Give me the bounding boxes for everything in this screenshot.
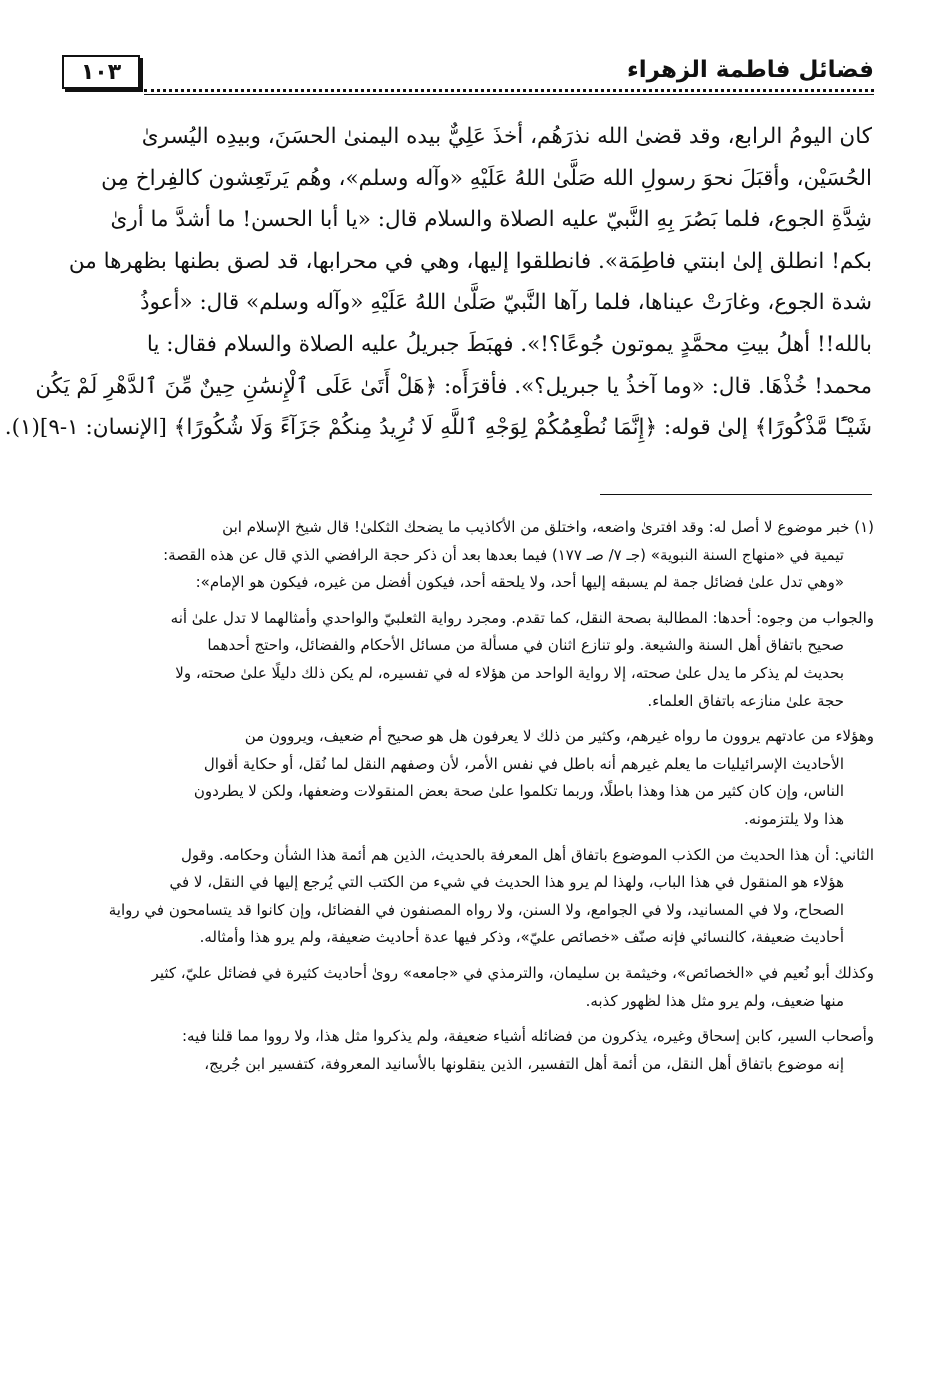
main-line: الحُسَيْن، وأقبَلَ نحوَ رسولِ الله صَلَّىٰ اللهُ عَلَيْهِ «وآله وسلم»، وهُم يَرتَعِشون كالفِراخ مِن — [101, 165, 872, 191]
footnote-line: الأحاديث الإسرائيليات ما يعلم غيرهم أنه باطل في نفس الأمر، لأن وصفهم النقل لما نُقل، أو حكاية أقوال — [203, 754, 844, 773]
main-line: شِدَّةِ الجوع، فلما بَصُرَ بِهِ النَّبيّ عليه الصلاة والسلام قال: «يا أبا الحسن! ما أشدَّ ما أرىٰ — [110, 207, 872, 233]
footnote-line: وكذلك أبو نُعيم في «الخصائص»، وخيثمة بن سليمان، والترمذي في «جامعه» روىٰ أحاديث كثيرة في فضائل عليّ، كثير — [151, 963, 874, 982]
main-line: شدة الجوع، وغارَتْ عيناها، فلما رآها النَّبيّ صَلَّىٰ اللهُ عَلَيْهِ «وآله وسلم» قال: «أعوذُ — [139, 290, 872, 316]
footnotes — [66, 514, 874, 1078]
book-title: فضائل فاطمة الزهراء — [627, 57, 874, 83]
page-header — [62, 55, 874, 93]
main-text — [4, 116, 872, 449]
main-line: محمد! خُذْهَا. قال: «وما آخذُ يا جبريل؟». فأقرَأَه: ﴿هَلْ أَتَىٰ عَلَى ٱلْإِنسَٰنِ حِينٌ مِّنَ ٱلدَّهْرِ لَمْ يَكُن — [35, 373, 872, 399]
footnote-line: حجة علىٰ منازعه باتفاق العلماء. — [647, 691, 844, 710]
footnote-line: منها ضعيف، ولم يرو مثل هذا لظهور كذبه. — [585, 991, 844, 1010]
footnote-line: والجواب من وجوه: أحدها: المطالبة بصحة النقل، كما تقدم. ومجرد رواية الثعلبيّ والواحدي وأمثالهما لا تدل علىٰ أنه — [170, 608, 874, 627]
footnote-line: الثاني: أن هذا الحديث من الكذب الموضوع باتفاق أهل المعرفة بالحديث، الذين هم أئمة هذا الشأن وحكامه. وقول — [180, 845, 874, 864]
footnote-line: «وهي تدل علىٰ فضائل جمة لم يسبقه إليها أحد، ولا يلحقه أحد، فيكون أفضل من غيره، فيكون هو الإمام»: — [195, 573, 844, 592]
footnote-line: إنه موضوع باتفاق أهل النقل، من أئمة أهل التفسير، الذين ينقلونها بالأسانيد المعروفة، كتفسير ابن جُريج، — [204, 1054, 844, 1073]
footnote-line: هذا ولا يلتزمونه. — [744, 809, 844, 828]
footnote-line: الناس، وإن كان كثير من هذا وهذا باطلًا، وربما تكلموا علىٰ صحة بعض المنقولات وضعفها، ولكن لا يطردون — [193, 782, 844, 801]
footnote-line: وهؤلاء من عادتهم يروون ما رواه غيرهم، وكثير من ذلك لا يعرفون هل هو صحيح أم ضعيف، ويروون من — [244, 727, 874, 746]
main-line: كان اليومُ الرابع، وقد قضىٰ الله نذرَهُم، أخذَ عَلِيٌّ بيده اليمنىٰ الحسَنَ، وبيدِه اليُسرىٰ — [141, 124, 872, 149]
header-solid-rule — [144, 94, 874, 95]
footnote-separator — [600, 494, 872, 495]
footnote-line: وأصحاب السير، كابن إسحاق وغيره، يذكرون من فضائله أشياء ضعيفة، ولم يذكروا مثل هذا، ولا رووا مما قلنا فيه: — [182, 1027, 874, 1046]
footnote-line: أحاديث ضعيفة، كالنسائي فإنه صنّف «خصائص عليّ»، وذكر فيها عدة أحاديث ضعيفة، ولم يرو هذا وأمثاله. — [199, 928, 844, 947]
footnote-line: الصحاح، ولا في المسانيد، ولا في الجوامع، ولا السنن، ولا رواه المصنفون في الفضائل، وإن كانوا قد يتسامحون في رواية — [108, 900, 844, 919]
footnote-line: تيمية في «منهاج السنة النبوية» (جـ ٧/ صـ ١٧٧) فيما بعدها بعد أن ذكر حجة الرافضي الذي قال عن هذه القصة: — [163, 545, 844, 564]
main-line: بالله!! أهلُ بيتِ محمَّدٍ يموتون جُوعًا؟!». فهبَطَ جبريلُ عليه الصلاة والسلام فقال: يا — [146, 331, 872, 357]
main-line: بكم! انطلق إلىٰ ابنتي فاطِمَة». فانطلقوا إليها، وهي في محرابها، قد لصق بطنها بظهرها من — [68, 248, 872, 274]
main-line: شَيْـًٔا مَّذْكُورًا﴾ إلىٰ قوله: ﴿إِنَّمَا نُطْعِمُكُمْ لِوَجْهِ ٱللَّهِ لَا نُرِيدُ مِنكُمْ جَزَآءً وَلَا شُكُورًا﴾ [الإنسان: ١-٩](١). — [4, 415, 872, 441]
header-dotted-rule — [144, 89, 874, 92]
footnote-line: صحيح باتفاق أهل السنة والشيعة. ولو تنازع اثنان في مسألة من مسائل الأحكام والفضائل، واحتج أحدهما — [207, 636, 844, 655]
footnote-line: (١) خبر موضوع لا أصل له: وقد افترىٰ واضعه، واختلق من الأكاذيب ما يضحك الثكلىٰ! قال شيخ الإسلام ابن — [222, 518, 874, 536]
footnote-line: هؤلاء هو المنقول في هذا الباب، ولهذا لم يرو هذا الحديث في شيء من الكتب التي يُرجع إليها في النقل، لا في — [169, 873, 844, 892]
page-number: ١٠٣ — [62, 55, 140, 89]
footnote-line: بحديث لم يذكر ما يدل علىٰ صحته، إلا رواية الواحد من هؤلاء له في تفسيره، لم يكن ذلك دليلًا علىٰ صحته، ولا — [175, 663, 844, 682]
